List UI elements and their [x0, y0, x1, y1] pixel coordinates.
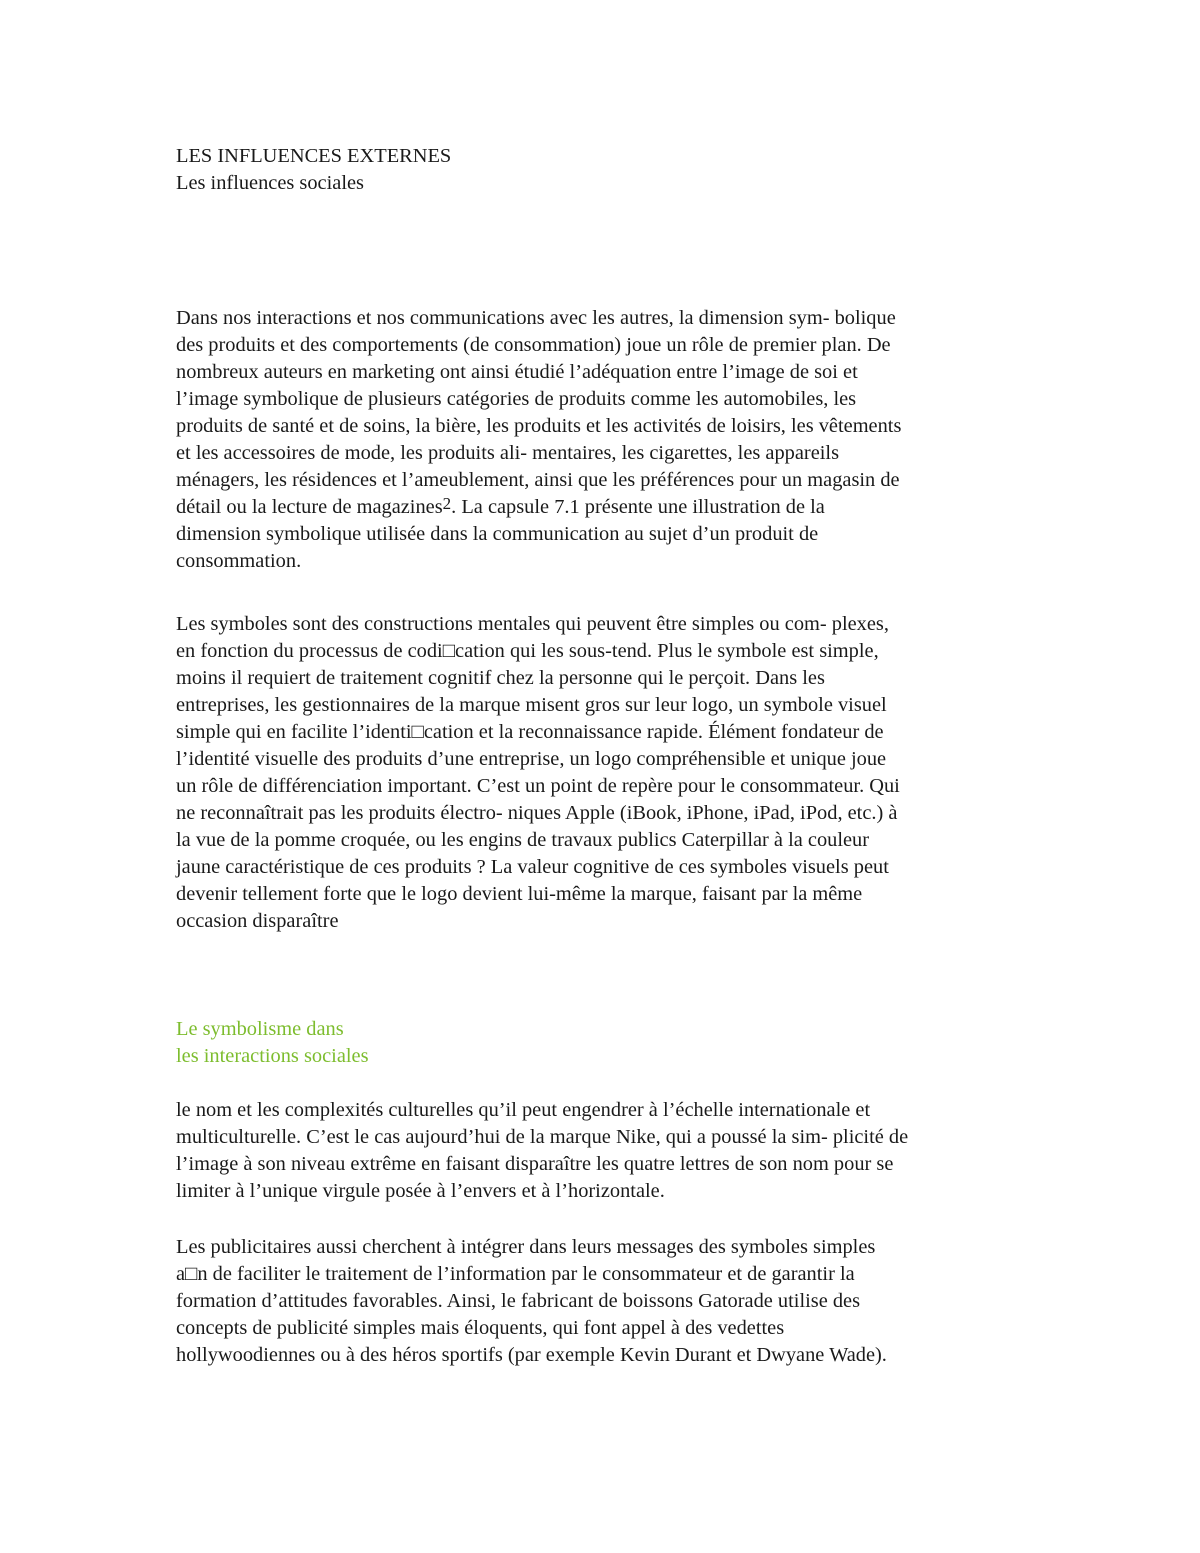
text-line: Dans nos interactions et nos communications avec les autres, la dimension sym- bolique — [176, 307, 896, 329]
text-line: a□n de faciliter le traitement de l’information par le consommateur et de garantir la — [176, 1263, 855, 1285]
text-line: multiculturelle. C’est le cas aujourd’hui de la marque Nike, qui a poussé la sim- plicité de — [176, 1126, 909, 1148]
document-header — [176, 143, 1036, 197]
text-segment: détail ou la lecture de magazines — [176, 496, 443, 518]
text-line: et les accessoires de mode, les produits ali- mentaires, les cigarettes, les appareils — [176, 442, 840, 464]
text-line: ne reconnaîtrait pas les produits électro- niques Apple (iBook, iPhone, iPad, iPod, etc.) à — [176, 802, 898, 824]
text-line: un rôle de différenciation important. C’est un point de repère pour le consommateur. Qui — [176, 775, 900, 797]
text-line: des produits et des comportements (de consommation) joue un rôle de premier plan. De — [176, 334, 891, 356]
text-line: l’identité visuelle des produits d’une entreprise, un logo compréhensible et unique joue — [176, 748, 887, 770]
text-line: formation d’attitudes favorables. Ainsi, le fabricant de boissons Gatorade utilise des — [176, 1290, 861, 1312]
text-line: produits de santé et de soins, la bière, les produits et les activités de loisirs, les vêtements — [176, 415, 902, 437]
paragraph-nike — [176, 1097, 1036, 1205]
paragraph-symbols-logos — [176, 611, 1036, 935]
text-line-with-footnote — [176, 494, 1036, 521]
text-line: limiter à l’unique virgule posée à l’envers et à l’horizontale. — [176, 1180, 665, 1202]
text-line: le nom et les complexités culturelles qu’il peut engendrer à l’échelle internationale et — [176, 1099, 871, 1121]
text-line: la vue de la pomme croquée, ou les engins de travaux publics Caterpillar à la couleur — [176, 829, 870, 851]
text-line: hollywoodiennes ou à des héros sportifs (par exemple Kevin Durant et Dwyane Wade). — [176, 1344, 887, 1366]
text-line: en fonction du processus de codi□cation qui les sous-tend. Plus le symbole est simple, — [176, 640, 879, 662]
text-segment: . La capsule 7.1 présente une illustration de la — [451, 496, 825, 518]
chapter-subtitle: Les influences sociales — [176, 172, 364, 194]
chapter-title: LES INFLUENCES EXTERNES — [176, 145, 452, 167]
text-line: devenir tellement forte que le logo devient lui-même la marque, faisant par la même — [176, 883, 863, 905]
text-line: occasion disparaître — [176, 910, 339, 932]
text-line: ménagers, les résidences et l’ameublement, ainsi que les préférences pour un magasin de — [176, 469, 900, 491]
paragraph-advertisers — [176, 1234, 1036, 1369]
footnote-reference: 2 — [442, 494, 452, 513]
section-heading-line: Le symbolisme dans — [176, 1018, 344, 1040]
text-line: entreprises, les gestionnaires de la marque misent gros sur leur logo, un symbole visuel — [176, 694, 887, 716]
paragraph-symbolic-dimension — [176, 305, 1036, 575]
section-heading-line: les interactions sociales — [176, 1045, 369, 1067]
text-line: nombreux auteurs en marketing ont ainsi étudié l’adéquation entre l’image de soi et — [176, 361, 858, 383]
text-line: Les publicitaires aussi cherchent à intégrer dans leurs messages des symboles simples — [176, 1236, 876, 1258]
text-line: concepts de publicité simples mais éloquents, qui font appel à des vedettes — [176, 1317, 785, 1339]
text-line: l’image à son niveau extrême en faisant disparaître les quatre lettres de son nom pour se — [176, 1153, 894, 1175]
text-line: jaune caractéristique de ces produits ? La valeur cognitive de ces symboles visuels peut — [176, 856, 889, 878]
text-line: dimension symbolique utilisée dans la communication au sujet d’un produit de — [176, 523, 819, 545]
text-line: consommation. — [176, 550, 302, 572]
text-line: moins il requiert de traitement cognitif chez la personne qui le perçoit. Dans les — [176, 667, 825, 689]
section-heading — [176, 1016, 369, 1070]
text-line: simple qui en facilite l’identi□cation et la reconnaissance rapide. Élément fondateur de — [176, 721, 884, 743]
text-line: l’image symbolique de plusieurs catégories de produits comme les automobiles, les — [176, 388, 857, 410]
text-line: Les symboles sont des constructions mentales qui peuvent être simples ou com- plexes, — [176, 613, 889, 635]
